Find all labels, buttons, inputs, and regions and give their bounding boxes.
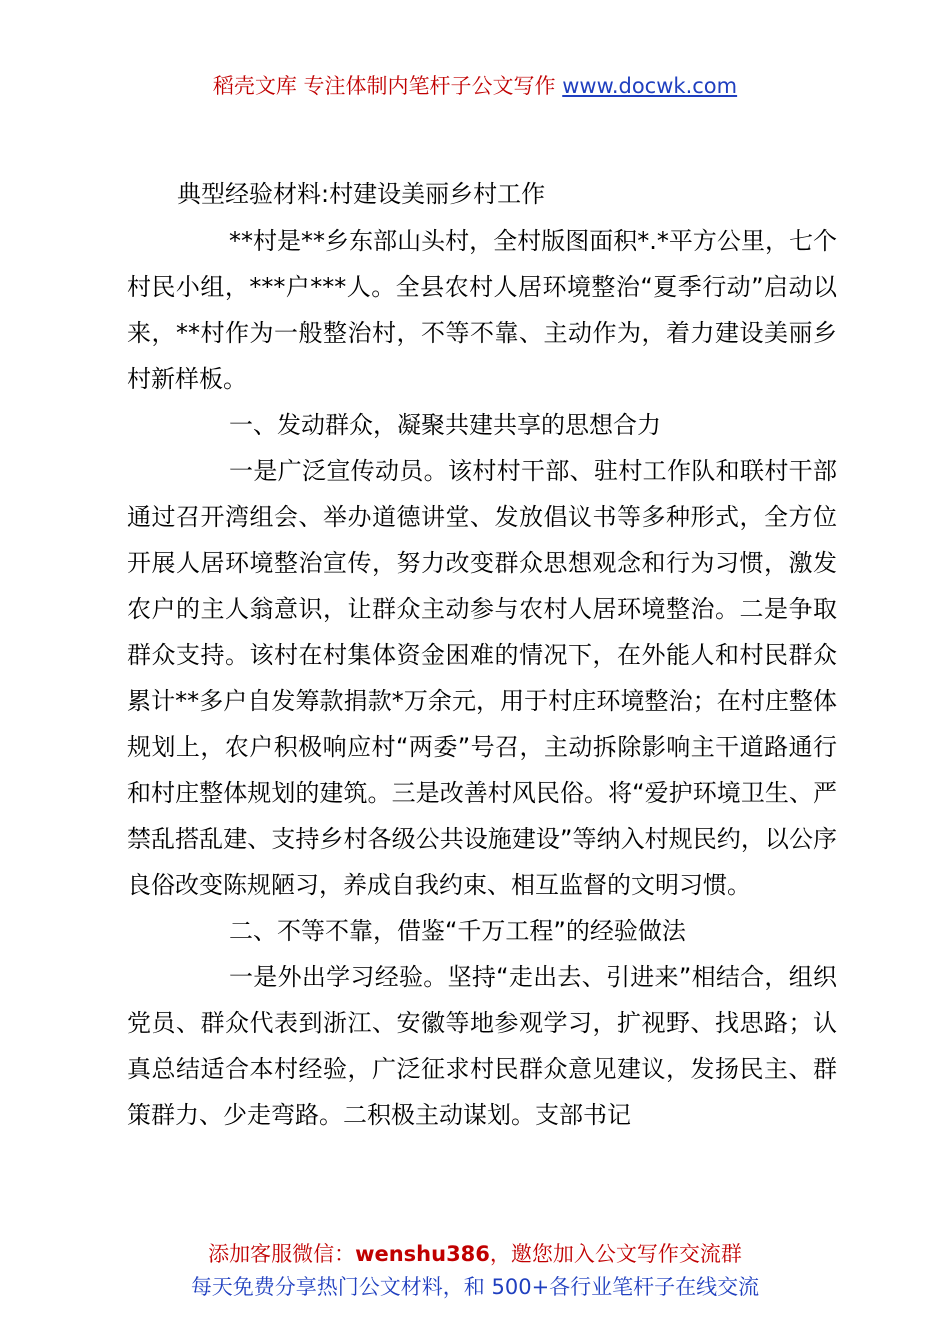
header-slogan: 稻壳文库 专注体制内笔杆子公文写作: [212, 74, 563, 98]
footer-suffix: ，邀您加入公文写作交流群: [489, 1242, 742, 1266]
promo-footer: [0, 1238, 950, 1304]
intro-paragraph: **村是**乡东部山头村，全村版图面积*.*平方公里，七个村民小组，***户***人。全县农村人居环境整治“夏季行动”启动以来，**村作为一般整治村，不等不靠、主动作为，着力建设美丽乡村新样板。: [127, 227, 837, 393]
website-link[interactable]: www.docwk.com: [562, 74, 738, 98]
section-1-heading: 一、发动群众，凝聚共建共享的思想合力: [229, 411, 661, 439]
section-1-paragraph: 一是广泛宣传动员。该村村干部、驻村工作队和联村干部通过召开湾组会、举办道德讲堂、发放倡议书等多种形式，全方位开展人居环境整治宣传，努力改变群众思想观念和行为习惯，激发农户的主人翁意识，让群众主动参与农村人居环境整治。二是争取群众支持。该村在村集体资金困难的情况下，在外能人和村民群众累计**多户自发筹款捐款*万余元，用于村庄环境整治；在村庄整体规划上，农户积极响应村“两委”号召，主动拆除影响主干道路通行和村庄整体规划的建筑。三是改善村风民俗。将“爱护环境卫生、严禁乱搭乱建、支持乡村各级公共设施建设”等纳入村规民约，以公序良俗改变陈规陋习，养成自我约束、相互监督的文明习惯。: [127, 457, 837, 899]
site-header: [0, 70, 950, 100]
section-2-heading: 二、不等不靠，借鉴“千万工程”的经验做法: [229, 917, 686, 945]
footer-line-2: 每天免费分享热门公文材料，和 500+各行业笔杆子在线交流: [190, 1275, 760, 1299]
section-2-paragraph: 一是外出学习经验。坚持“走出去、引进来”相结合，组织党员、群众代表到浙江、安徽等地参观学习，扩视野、找思路；认真总结适合本村经验，广泛征求村民群众意见建议，发扬民主、群策群力、少走弯路。二积极主动谋划。支部书记: [127, 963, 837, 1129]
document-title: 典型经验材料:村建设美丽乡村工作: [177, 180, 546, 208]
footer-prefix: 添加客服微信：: [208, 1242, 356, 1266]
wechat-id: wenshu386: [355, 1242, 490, 1266]
document-body: [127, 176, 837, 1138]
footer-line-1: [0, 1238, 950, 1271]
